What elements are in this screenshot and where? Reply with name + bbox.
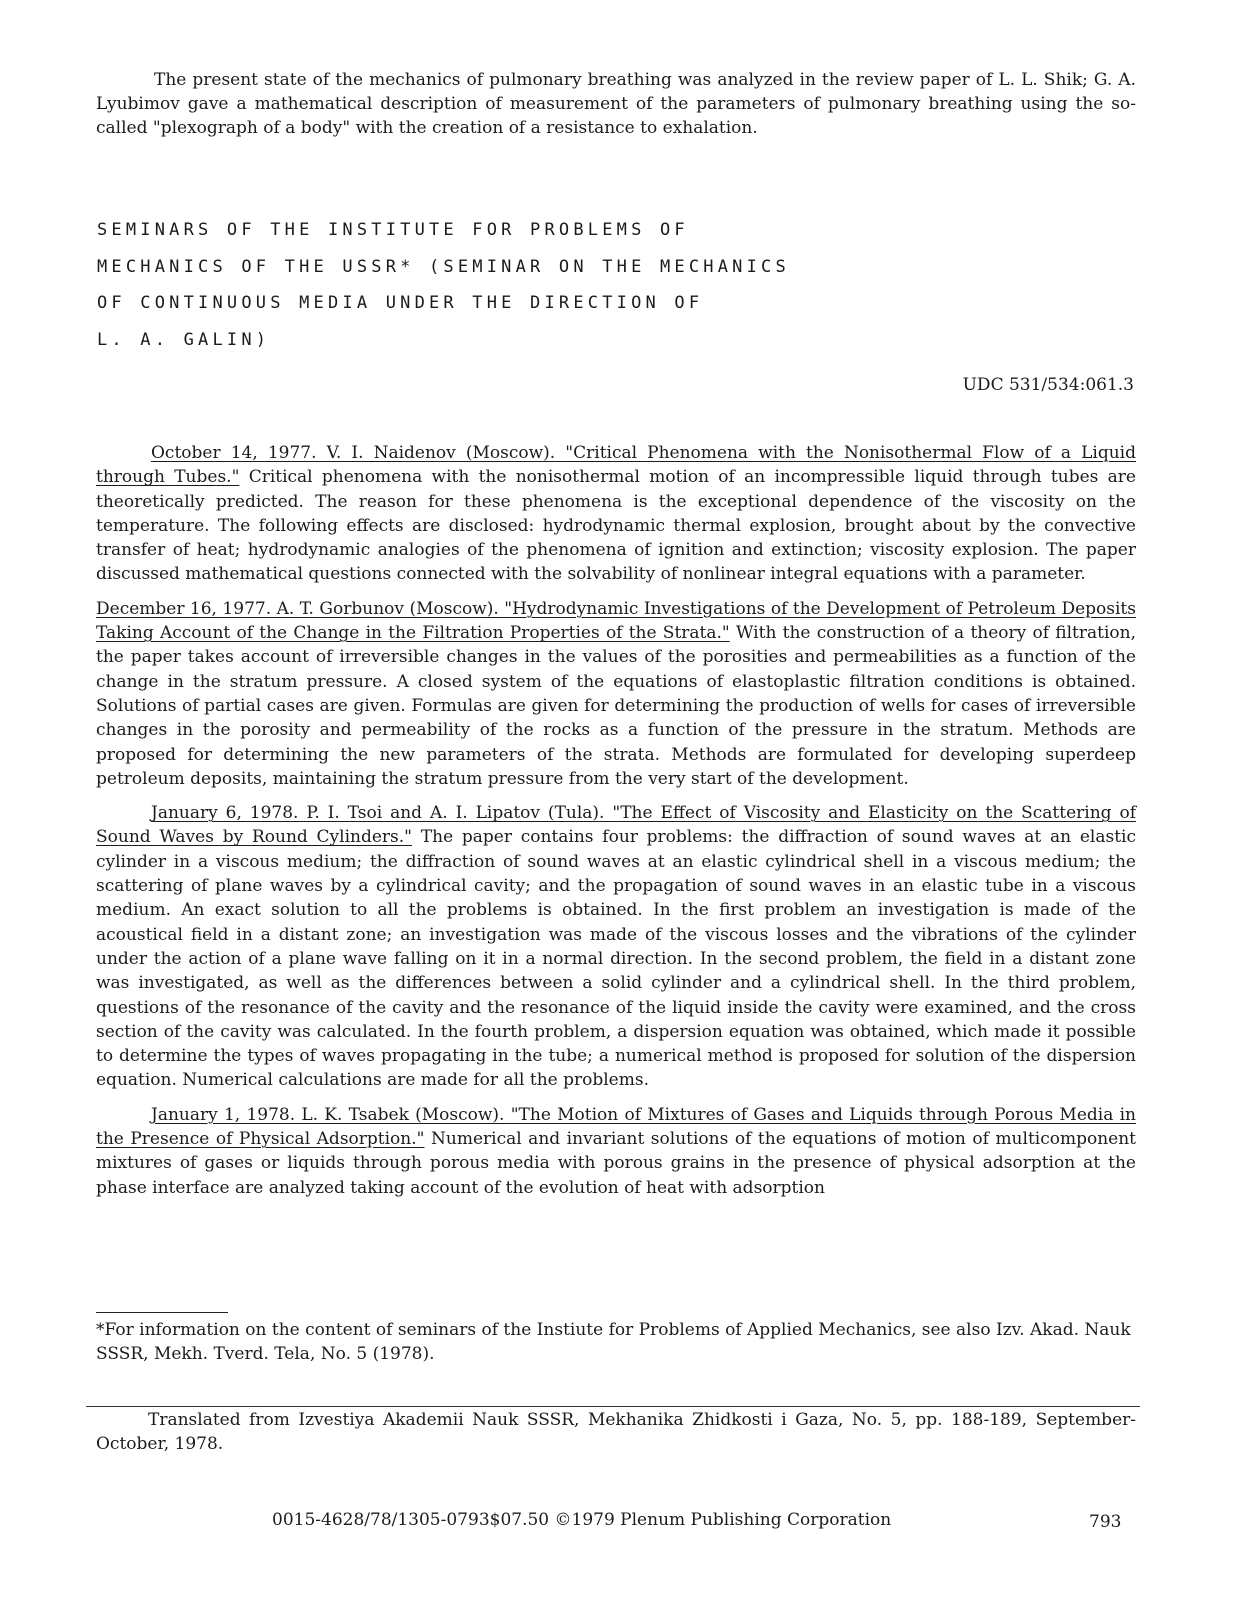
copyright-line: 0015-4628/78/1305-0793$07.50 ©1979 Plenum Publishing Corporation [272,1510,892,1530]
page-number: 793 [1089,1512,1122,1532]
footnote: *For information on the content of seminars of the Instiute for Problems of Applied Mechanics, see also Izv. Akad. Nauk SSSR, Mekh. Tverd. Tela, No. 5 (1978). [96,1320,1131,1364]
abstract-body: The paper contains four problems: the diffraction of sound waves at an elastic cylinder in a viscous medium; the diffraction of sound waves at an elastic cylindrical shell in a viscous medium; the scattering of plane waves by a cylindrical cavity; and the propagation of sound waves in an elastic tube in a viscous medium. An exact solution to all the problems is obtained. In the first problem an investigation is made of the acoustical field in a distant zone; an investigation was made of the viscous losses and the vibrations of the cylinder under the action of a plane wave falling on it in a normal direction. In the second problem, the field in a distant zone was investigated, as well as the differences between a solid cylinder and a cylindrical shell. In the third problem, questions of the resonance of the cavity and the resonance of the liquid inside the cavity were examined, and the cross section of the cavity was calculated. In the fourth problem, a dispersion equation was obtained, which made it possible to determine the types of waves propagating in the tube; a numerical method is proposed for solution of the dispersion equation. Numerical calculations are made for all the problems. [96,827,1137,1091]
page-divider [86,1406,1140,1407]
heading-line: L. A. GALIN) [97,329,271,350]
abstract-header: December 16, 1977. A. T. Gorbunov (Moscow). "Hydrodynamic Investigations of the Development of Petroleum Deposits Taking Account of the Change in the Filtration Properties of the Strata." [96,598,1136,644]
abstract-body: With the construction of a theory of filtration, the paper takes account of irreversible changes in the values of the porosities and permeabilities as a function of the change in the stratum pressure. A closed system of the equations of elastoplastic filtration conditions is obtained. Solutions of partial cases are given. Formulas are given for determining the production of wells for cases of irreversible changes in the porosity and permeability of the rocks as a function of the pressure in the stratum. Methods are proposed for determining the new parameters of the strata. Methods are formulated for developing superdeep petroleum deposits, maintaining the stratum pressure from the very start of the development. [96,623,1136,789]
abstract-naidenov [96,441,1136,587]
abstract-gorbunov [96,597,1136,791]
udc-code: UDC 531/534:061.3 [962,375,1134,395]
abstract-tsabek [96,1103,1136,1200]
abstract-header: January 6, 1978. P. I. Tsoi and A. I. Lipatov (Tula). "The Effect of Viscosity and Elasticity on the Scattering of Sound Waves by Round Cylinders." [96,803,1136,848]
abstract-tsoi-lipatov [96,801,1136,1093]
footnote-rule [96,1312,228,1313]
heading-line: MECHANICS OF THE USSR* (SEMINAR ON THE MECHANICS [97,256,790,277]
abstract-header: January 1, 1978. L. K. Tsabek (Moscow). "The Motion of Mixtures of Gases and Liquids through Porous Media in the Presence of Physical Adsorption." [96,1104,1136,1150]
intro-paragraph: The present state of the mechanics of pulmonary breathing was analyzed in the review paper of L. L. Shik; G. A. Lyubimov gave a mathematical description of measurement of the parameters of pulmonary breathing using the so-called "plexograph of a body" with the creation of a resistance to exhalation. [96,70,1136,138]
heading-line: SEMINARS OF THE INSTITUTE FOR PROBLEMS OF [97,220,689,240]
section-heading [97,212,917,358]
abstract-header: October 14, 1977. V. I. Naidenov (Moscow). "Critical Phenomena with the Nonisothermal Flow of a Liquid through Tubes." [96,443,1136,488]
abstract-body: Critical phenomena with the nonisothermal motion of an incompressible liquid through tubes are theoretically predicted. The reason for these phenomena is the exceptional dependence of the viscosity on the temperature. The following effects are disclosed: hydrodynamic thermal explosion, brought about by the convective transfer of heat; hydrodynamic analogies of the phenomena of ignition and extinction; viscosity explosion. The paper discussed mathematical questions connected with the solvability of nonlinear integral equations with a parameter. [96,467,1136,585]
abstract-body: Numerical and invariant solutions of the equations of motion of multicomponent mixtures of gases or liquids through porous media with porous grains in the presence of physical adsorption at the phase interface are analyzed taking account of the evolution of heat with adsorption [96,1129,1136,1198]
abstract-list [96,441,1136,1210]
translation-note: Translated from Izvestiya Akademii Nauk SSSR, Mekhanika Zhidkosti i Gaza, No. 5, pp. 188-189, September-October, 1978. [96,1410,1136,1454]
heading-line: OF CONTINUOUS MEDIA UNDER THE DIRECTION OF [97,293,704,313]
